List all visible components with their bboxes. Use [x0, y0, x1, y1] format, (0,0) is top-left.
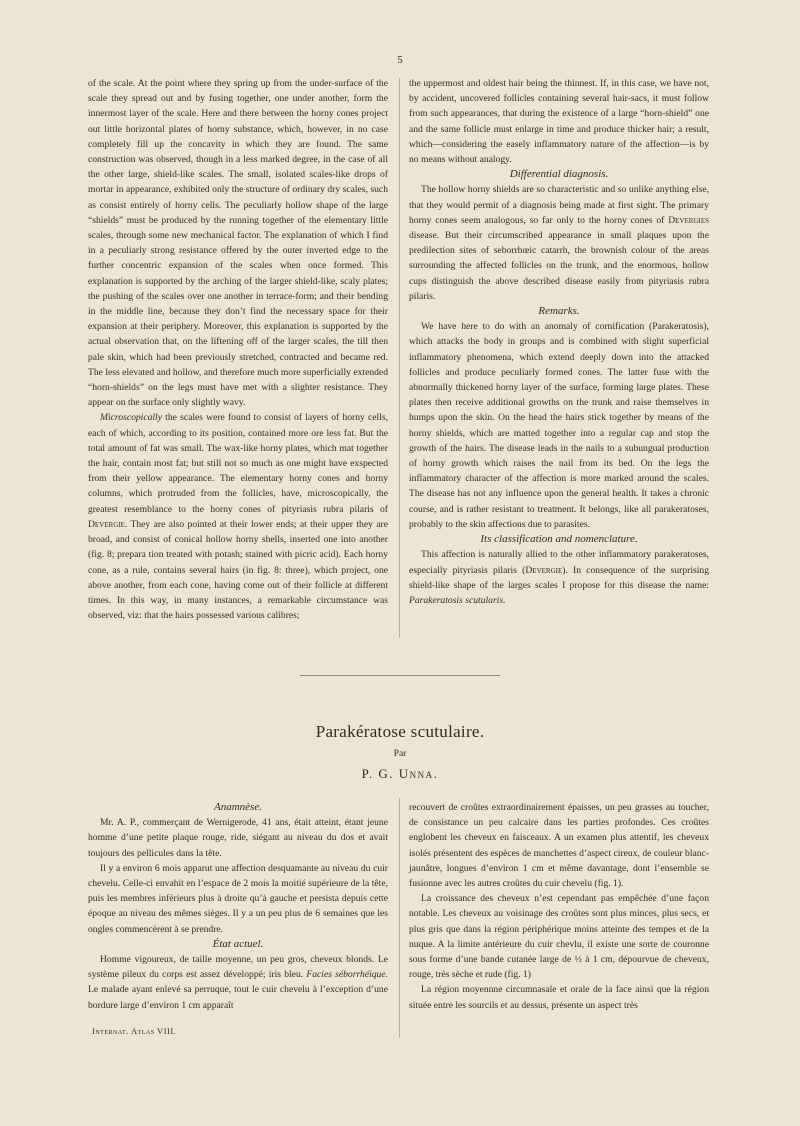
section-heading-differential-diagnosis: Differential diagnosis.	[509, 168, 609, 181]
column-divider	[399, 78, 400, 638]
paragraph: La région moyennne circumnasale et orale de la face ainsi que la région située entre les sourcils et au dessus, présente un aspect très	[409, 984, 709, 1011]
author-name: Devergie	[525, 564, 563, 576]
top-left-column	[88, 76, 388, 623]
column-divider	[399, 798, 400, 1038]
footer-signature: Internat. Atlas VIII.	[92, 1026, 177, 1036]
bottom-right-column	[409, 800, 709, 1013]
article-title: Parakératose scutulaire.	[315, 722, 485, 741]
author-name: Devergie	[88, 518, 125, 530]
disease-name: Parakeratosis scutularis.	[409, 594, 506, 606]
facies-term: Facies séborrhéique.	[306, 969, 388, 981]
paragraph: Il y a environ 6 mois apparut une affection desquamante au niveau du cuir chevelu. Celle-ci envahit en l’espace de 2 mois la moitié supérieure de la tête, puis les membres inférieurs plus à droite qu’à gauche et persista depuis cette époque au niveau des mêmes sièges. Il y a un peu plus de 6 semaines que les ongles commencèrent à se prendre.	[88, 862, 388, 935]
section-heading-classification: Its classification and nomenclature.	[480, 533, 638, 546]
paragraph-text: the scales were found to consist of layers of horny cells, each of which, according to its position, contained more ore less fat. But the total amount of fat was small. The wax-like horny plates, which mat together the hair, contain most fat; but still not so much as one might have exspected from their yellow appearance. The elementary horny cones and horny columns, which protruded from the follicles, have, microscopically, the greatest resemblance to the horny cones of pityriasis rubra pilaris of	[88, 412, 388, 515]
paragraph-text: ). In consequence of the surprising shield-like shape of the larges scales I propose for this disease the name:	[409, 564, 709, 591]
paragraph: the uppermost and oldest hair being the thinnest. If, in this case, we have not, by accident, uncovered follicles containing several hair-sacs, it must follow from such appearances, that during the existence of a large “horn-shield” one and the same follicle must enlarge in time and produce thicker hair; a result, which—considering the easely inflammatory nature of the affection—is by no means without analogy.	[409, 78, 709, 166]
paragraph: La croissance des cheveux n’est cependant pas empêchée d’une façon notable. Les cheveux au voisinage des croûtes sont plus minces, plus secs, et plus gris que dans la région périphérique moins atteinte des tempes et de la nuque. A la limite antérieure du cuir chevlu, il existe une sorte de couronne sous forme d’une bande cutanée large de ½ à 1 cm, dépourvue de cheveux, rouge, très sèche et rude (fig. 1)	[409, 893, 709, 981]
paragraph-text: Homme vigoureux, de taille moyenne, un peu gros, cheveux blonds. Le système pileux du corps est assez développé; iris bleu.	[88, 954, 388, 981]
paragraph-text: disease. But their circumscribed appearance in small plaques upon the predilection sites of seborrhœic catarrh, the brownish colour of the areas surrounding the affected follicles on the trunk, and the enormous, hollow cups distinguish the above described disease easily from pityriasis rubra pilaris.	[409, 230, 709, 302]
paragraph-differential	[409, 182, 709, 304]
paragraph-etat	[88, 952, 388, 1013]
paragraph: recouvert de croûtes extraordinairement épaisses, un peu grasses au toucher, de consistance un peu calcaire dans les parties profondes. Ces croûtes englobent les cheveux en faisceaux. A un examen plus attentif, les cheveux isolés présentent des espèces de manchettes d’aspect cireux, de couleur blanc-jaunâtre, longues d’environ 1 cm et même davantage, dont l’ensemble se fusionne avec les autres croûtes du cuir chevelu (fig. 1).	[409, 802, 709, 890]
paragraph-classification	[409, 547, 709, 608]
paragraph-microscopically	[88, 410, 388, 623]
paragraph-text: This affection is naturally allied to the other inflammatory parakeratoses, especially pityriasis pilaris (	[409, 549, 709, 576]
page-number: 5	[397, 54, 403, 66]
paragraph-remarks: We have here to do with an anomaly of cornification (Parakeratosis), which attacks the body in groups and is combined with slight superficial inflammatory phenomena, which extend deeply down into the attacked follicles and produce peculiarly formed cones. The latter fuse with the abnormally thickened horny layer of the surface, forming large plates. These plates then receive additional growths on the trunk and raise themselves in humps upon the skin. On the head the hairs stick together by means of the horny shields, which are matted together into a regular cap and stop the growth of the hairs. The disease leads in the nails to a subungual production of horny growth which raises the nail from its bed. On the legs the inflammatory character of the affection is more marked around the scales. The disease has not any influence upon the general health. It takes a chronic course, and is rather resistant to treatment. It belongs, like all parakeratoses, probably to the skin affections due to parasites.	[409, 321, 709, 530]
top-right-column	[409, 76, 709, 608]
section-heading-anamnese: Anamnèse.	[214, 801, 262, 813]
article-byline-par: Par	[393, 749, 407, 759]
paragraph: of the scale. At the point where they spring up from the under-surface of the scale they spread out and by fusing together, one under another, form the innermost layer of the scale. Here and there between the horny cones project out little horizontal plates of horny substance, which, however, in no case completely fill up the concavity in which they are found. The same construction was observed, though in a less marked degree, in the case of all the other large, shield-like scales. The small, isolated scales-like drops of mortar in appearance, exhibited only the structure of ordinary dry scales, such as consist entirely of horny cells. The peculiarly hollow shape of the large “shields” must be produced by the running together of the elementary little scales, through some new mechanical factor. The explanation of which I find in a peculiarly strong resistance offered by the outer inverted edge to the further concentric expansion of the scales when once formed. This explanation is supported by the arching of the larger shield-like, scaly plates; the pushing of the scales over one another in terrace-form; and their bending in the middle line, because they don’t find the necessary space for their expansion at their periphery. Moreover, this explanation is supported by the actual observation that, on the liftening off of the larger scales, the till then pale skin, which had been previously stretched, contracted and became red. The less elevated and hollow, and therefore much more superficially extended “horn-shields” on the legs must have met with a slighter resistance. They appear on the surface only slightly wavy.	[88, 78, 388, 409]
paragraph: Mr. A. P., commerçant de Wernigerode, 41 ans, était atteint, étant jeune homme d’une petite plaque rouge, ride, siégant au niveau du dos et avait toujours des pellicules dans la tête.	[88, 817, 388, 859]
section-heading-remarks: Remarks.	[538, 305, 580, 318]
bottom-left-column	[88, 800, 388, 1013]
section-heading-etat-actuel: État actuel.	[212, 937, 264, 950]
paragraph-text: Le malade ayant enlevé sa perruque, tout le cuir chevelu à l’exception d’une bordure large d’environ 1 cm apparaît	[88, 984, 388, 1011]
author-name: Devergies	[668, 214, 709, 226]
run-in-heading: Microscopically	[100, 412, 162, 424]
paragraph-text: The hollow horny shields are so characteristic and so unlike anything else, that they would permit of a diagnosis being made at first sight. The primary horny cones seem analogous, so far only to the horny cones of	[409, 184, 709, 226]
section-separator	[300, 675, 500, 676]
article-author: P. G. Unna.	[361, 766, 439, 781]
paragraph-text: . They are also pointed at their lower ends; at their upper they are broad, and consist of conical hollow horny shells, inserted one into another (fig. 8; prepara tion treated with potash; stained with picric acid). Each horny cone, as a rule, contains several hairs (in fig. 8: three), which project, one above another, from each cone, having come out of their follicle at different times. In this way, in many instances, a remarkable circumstance was observed, viz: that the hairs possessed various calibres;	[88, 518, 388, 622]
